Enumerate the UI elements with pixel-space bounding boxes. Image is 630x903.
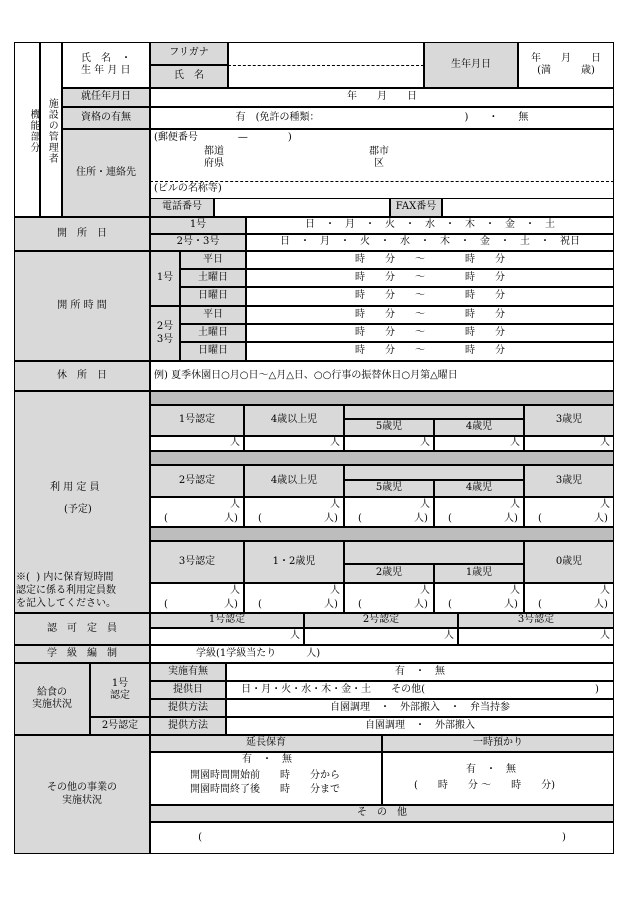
cap3-unit-2: 人 <box>420 585 430 596</box>
cap3-top-band <box>150 527 614 541</box>
license-cert3: 3号認定 <box>458 613 614 628</box>
cap1-age4: 4歳児 <box>434 419 524 436</box>
cap3-unit-1: 人 <box>330 585 340 596</box>
cap1-age4plus: 4歳以上児 <box>244 405 344 436</box>
cap1-total[interactable]: 人 <box>150 436 244 451</box>
cap2-age4: 4歳児 <box>434 480 524 497</box>
hours-2-saturday-label: 土曜日 <box>180 324 246 342</box>
birth-label: 生年月日 <box>424 42 518 88</box>
cap3-age1: 1歳児 <box>434 564 524 583</box>
open-days-row2[interactable]: 日 ・ 月 ・ 火 ・ 水 ・ 木 ・ 金 ・ 土 ・ 祝日 <box>246 234 614 251</box>
meals-label: 給食の 実施状況 <box>14 663 90 735</box>
facility-form <box>14 42 614 854</box>
temp-yes-no: 有 ・ 無 <box>466 764 516 775</box>
cap3-age0: 0歳児 <box>524 541 614 583</box>
cap2-unit-1: 人 <box>330 499 340 510</box>
open-days-row1[interactable]: 日 ・ 月 ・ 火 ・ 水 ・ 木 ・ 金 ・ 土 <box>246 217 614 234</box>
other-others-field[interactable]: ( ) <box>150 822 614 854</box>
open-days-row2-label: 2号・3号 <box>150 234 246 251</box>
other-label: その他の事業の 実施状況 <box>14 735 150 854</box>
cap3-age2: 2歳児 <box>344 564 434 583</box>
cap3-paren-unit-3: 人) <box>504 599 518 610</box>
city: 郡市 区 <box>369 146 389 169</box>
ext-after: 開園時間終了後 時 分まで <box>190 784 340 795</box>
hours-2-weekday-label: 平日 <box>180 306 246 324</box>
cap3-paren-open-4: ( <box>538 599 542 610</box>
cap3-paren-unit-0: 人) <box>224 599 238 610</box>
cap3-age12: 1・2歳児 <box>244 541 344 583</box>
cap2-paren-unit-0: 人) <box>224 513 238 524</box>
name-birth-label: 氏 名 ・ 生 年 月 日 <box>62 42 150 88</box>
hours-1-weekday-label: 平日 <box>180 251 246 269</box>
license-cert2: 2号認定 <box>304 613 458 628</box>
cap3-cert-label: 3号認定 <box>150 541 244 583</box>
license-cert2-value[interactable]: 人 <box>304 628 458 645</box>
section-label-manager: 施設の管理者 <box>40 42 62 217</box>
meals-cert1: 1号 認定 <box>90 663 150 717</box>
hours-1-sunday[interactable]: 時 分 ～ 時 分 <box>246 287 614 306</box>
hours-1-weekday[interactable]: 時 分 ～ 時 分 <box>246 251 614 269</box>
cap2-paren-open-2: ( <box>358 513 362 524</box>
qualification-label: 資格の有無 <box>62 107 150 129</box>
meals-method2-field[interactable]: 自園調理 ・ 外部搬入 <box>226 717 614 735</box>
hours-1-saturday-label: 土曜日 <box>180 269 246 287</box>
open-hours-label: 開 所 時 間 <box>14 251 150 361</box>
cap2-unit-4: 人 <box>600 499 610 510</box>
license-label: 認 可 定 員 <box>14 613 150 645</box>
cap3-age12-span <box>344 541 524 564</box>
meals-impl-label: 実施有無 <box>150 663 226 681</box>
open-hours-group2: 2号 3号 <box>150 306 180 361</box>
closed-days-label: 休 所 日 <box>14 361 150 391</box>
hours-2-saturday[interactable]: 時 分 ～ 時 分 <box>246 324 614 342</box>
license-cert1-value[interactable]: 人 <box>150 628 304 645</box>
appointed-label: 就任年月日 <box>62 88 150 107</box>
other-temporary-field[interactable] <box>382 752 614 805</box>
fax-label: FAX番号 <box>390 198 442 217</box>
open-days-row1-label: 1号 <box>150 217 246 234</box>
cap3-unit-3: 人 <box>510 585 520 596</box>
ext-yes-no: 有 ・ 無 <box>242 754 292 765</box>
cap2-unit-3: 人 <box>510 499 520 510</box>
cap3-unit-4: 人 <box>600 585 610 596</box>
cap2-age3: 3歳児 <box>524 465 614 497</box>
furigana-label: フリガナ <box>150 42 228 65</box>
hours-2-weekday[interactable]: 時 分 ～ 時 分 <box>246 306 614 324</box>
prefecture: 都道 府県 <box>204 146 224 169</box>
cap3-paren-unit-4: 人) <box>594 599 608 610</box>
meals-days-label: 提供日 <box>150 681 226 699</box>
tel-label: 電話番号 <box>150 198 214 217</box>
section-label-kinou: 機能部分 <box>14 42 40 217</box>
meals-impl-field[interactable]: 有 ・ 無 <box>226 663 614 681</box>
other-extended-label: 延長保育 <box>150 735 382 752</box>
cap1-age5: 5歳児 <box>344 419 434 436</box>
cap2-paren-unit-1: 人) <box>324 513 338 524</box>
closed-days-field[interactable]: 例) 夏季休園日○月○日～△月△日、○○行事の振替休日○月第△曜日 <box>150 361 614 391</box>
meals-method1-label: 提供方法 <box>150 699 226 717</box>
cap2-paren-open-0: ( <box>164 513 168 524</box>
cap3-unit-0: 人 <box>230 585 240 596</box>
cap1-age3: 3歳児 <box>524 405 614 436</box>
cap2-age5: 5歳児 <box>344 480 434 497</box>
cap2-paren-unit-2: 人) <box>414 513 428 524</box>
cap3-paren-open-1: ( <box>258 599 262 610</box>
cap2-age4plus: 4歳以上児 <box>244 465 344 497</box>
cap1-top-band <box>150 391 614 405</box>
hours-2-sunday[interactable]: 時 分 ～ 時 分 <box>246 342 614 361</box>
open-days-label: 開 所 日 <box>14 217 150 251</box>
shimei-label: 氏 名 <box>150 65 228 88</box>
cap1-3-value[interactable]: 人 <box>524 436 614 451</box>
address-label: 住所・連絡先 <box>62 129 150 217</box>
appointed-field[interactable]: 年 月 日 <box>150 88 614 107</box>
cap3-paren-unit-1: 人) <box>324 599 338 610</box>
postal-code: (郵便番号 — ) <box>154 132 292 143</box>
cap2-top-band <box>150 451 614 465</box>
address-divider <box>150 181 614 182</box>
cap2-paren-unit-3: 人) <box>504 513 518 524</box>
classes-value: 学級(1学級当たり 人) <box>196 648 321 659</box>
birth-field[interactable]: 年 月 日 (満 歳) <box>518 42 614 88</box>
cap2-paren-open-1: ( <box>258 513 262 524</box>
cap2-paren-open-3: ( <box>448 513 452 524</box>
capacity-label: 利 用 定 員 <box>50 482 100 493</box>
qualification-field[interactable]: 有 (免許の種類： ) ・ 無 <box>150 107 614 129</box>
ext-before: 開園時間開始前 時 分から <box>190 770 340 781</box>
classes-label: 学 級 編 制 <box>14 645 150 663</box>
hours-1-saturday[interactable]: 時 分 ～ 時 分 <box>246 269 614 287</box>
open-hours-group1: 1号 <box>150 251 180 306</box>
meals-days-field[interactable]: 日・月・火・水・木・金・土 その他( ) <box>226 681 614 699</box>
building-name: (ビルの名称等) <box>154 183 222 194</box>
hours-2-sunday-label: 日曜日 <box>180 342 246 361</box>
cap1-cert-label: 1号認定 <box>150 405 244 436</box>
cap3-paren-open-0: ( <box>164 599 168 610</box>
cap3-paren-open-3: ( <box>448 599 452 610</box>
furigana-divider <box>228 65 424 66</box>
hours-1-sunday-label: 日曜日 <box>180 287 246 306</box>
capacity-sub: (予定) <box>64 504 92 515</box>
cap2-unit-0: 人 <box>230 499 240 510</box>
cap3-paren-unit-2: 人) <box>414 599 428 610</box>
fax-field[interactable] <box>442 198 614 217</box>
meals-method1-field[interactable]: 自園調理 ・ 外部搬入 ・ 弁当持参 <box>226 699 614 717</box>
cap3-paren-open-2: ( <box>358 599 362 610</box>
tel-field[interactable] <box>214 198 390 217</box>
meals-method2-label: 提供方法 <box>150 717 226 735</box>
cap1-4-value[interactable]: 人 <box>434 436 524 451</box>
cap2-unit-2: 人 <box>420 499 430 510</box>
cap2-paren-open-4: ( <box>538 513 542 524</box>
cap2-age4plus-span <box>344 465 524 480</box>
capacity-note: ※( ) 内に保育短時間 認定に係る利用定員数 を記入してください。 <box>16 572 116 609</box>
other-temporary-label: 一時預かり <box>382 735 614 752</box>
cap2-cert-label: 2号認定 <box>150 465 244 497</box>
cap1-5-value[interactable]: 人 <box>344 436 434 451</box>
cap1-4plus-value[interactable]: 人 <box>244 436 344 451</box>
other-others-label: そ の 他 <box>150 805 614 822</box>
cap2-paren-unit-4: 人) <box>594 513 608 524</box>
cap1-age4plus-span <box>344 405 524 419</box>
license-cert1: 1号認定 <box>150 613 304 628</box>
license-cert3-value[interactable]: 人 <box>458 628 614 645</box>
temp-time: ( 時 分 ～ 時 分) <box>414 780 555 791</box>
meals-cert2: 2号認定 <box>90 717 150 735</box>
